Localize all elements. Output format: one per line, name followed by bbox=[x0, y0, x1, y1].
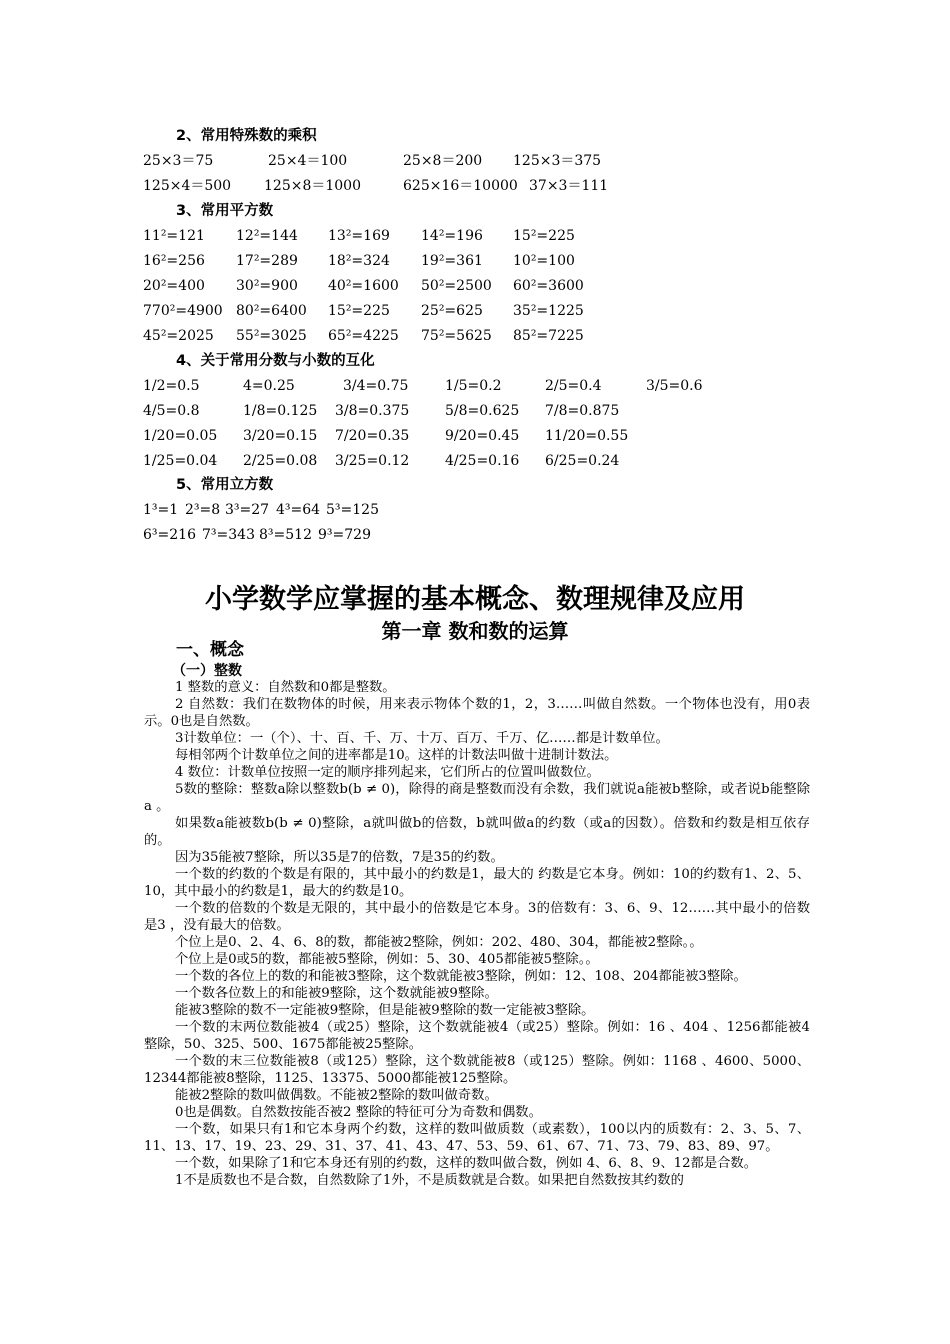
table-cell: 45²=2025 bbox=[143, 328, 214, 344]
table-cell: 1³=1 bbox=[143, 502, 179, 518]
paragraph: 能被2整除的数叫做偶数。不能被2整除的数叫做奇数。 bbox=[175, 1088, 498, 1103]
paragraph: 3计数单位：一（个）、十、百、千、万、十万、百万、千万、亿……都是计数单位。 bbox=[175, 731, 669, 746]
table-cell: 2/5=0.4 bbox=[545, 378, 602, 394]
paragraph: 一个数，如果除了1和它本身还有别的约数，这样的数叫做合数，例如 4、6、8、9、12都是合数。 bbox=[175, 1156, 758, 1171]
paragraph: 1不是质数也不是合数，自然数除了1外，不是质数就是合数。如果把自然数按其约数的 bbox=[175, 1173, 684, 1188]
paragraph: 个位上是0、2、4、6、8的数，都能被2整除，例如：202、480、304，都能被2整除。。 bbox=[175, 935, 703, 950]
paragraph: 一个数各位数上的和能被9整除，这个数就能被9整除。 bbox=[175, 986, 498, 1001]
table-cell: 18²=324 bbox=[328, 253, 390, 269]
table-cell: 7³=343 bbox=[202, 527, 255, 543]
table-cell: 25²=625 bbox=[421, 303, 483, 319]
table-cell: 5/8=0.625 bbox=[445, 403, 520, 419]
table-row bbox=[0, 151, 950, 171]
table-cell: 1/8=0.125 bbox=[243, 403, 318, 419]
table-cell: 40²=1600 bbox=[328, 278, 399, 294]
table-cell: 6/25=0.24 bbox=[545, 453, 620, 469]
paragraph: 5数的整除：整数a除以整数b(b ≠ 0)，除得的商是整数而没有余数，我们就说a能被b整除，或者说b能整除a 。 bbox=[144, 782, 810, 814]
table-cell: 3/8=0.375 bbox=[335, 403, 410, 419]
paragraph: 一个数的各位上的数的和能被3整除，这个数就能被3整除，例如：12、108、204都能被3整除。 bbox=[175, 969, 747, 984]
table-row bbox=[0, 401, 950, 421]
paragraph: 2 自然数：我们在数物体的时候，用来表示物体个数的1，2，3……叫做自然数。一个物体也没有，用0表示。0也是自然数。 bbox=[144, 697, 810, 729]
table-cell: 75²=5625 bbox=[421, 328, 492, 344]
body-text bbox=[144, 679, 810, 1189]
integer-subheading: （一）整数 bbox=[172, 663, 242, 679]
table-cell: 25×3＝75 bbox=[143, 153, 214, 169]
table-cell: 80²=6400 bbox=[236, 303, 307, 319]
table-row bbox=[0, 301, 950, 321]
table-cell: 85²=7225 bbox=[513, 328, 584, 344]
paragraph: 4 数位：计数单位按照一定的顺序排列起来，它们所占的位置叫做数位。 bbox=[175, 765, 600, 780]
table-cell: 125×3＝375 bbox=[513, 153, 602, 169]
table-cell: 125×8＝1000 bbox=[264, 178, 361, 194]
table-cell: 1/2=0.5 bbox=[143, 378, 200, 394]
paragraph: 因为35能被7整除，所以35是7的倍数，7是35的约数。 bbox=[175, 850, 504, 865]
section-heading-cubes: 5、常用立方数 bbox=[176, 477, 274, 493]
table-cell: 3/5=0.6 bbox=[646, 378, 703, 394]
table-row bbox=[0, 525, 950, 545]
table-cell: 1/25=0.04 bbox=[143, 453, 218, 469]
table-cell: 7/8=0.875 bbox=[545, 403, 620, 419]
paragraph: 一个数的倍数的个数是无限的，其中最小的倍数是它本身。3的倍数有：3、6、9、12……其中最小的倍数是3 ，没有最大的倍数。 bbox=[144, 901, 810, 933]
table-cell: 25×4＝100 bbox=[268, 153, 348, 169]
table-cell: 770²=4900 bbox=[143, 303, 223, 319]
table-cell: 19²=361 bbox=[421, 253, 483, 269]
table-cell: 8³=512 bbox=[259, 527, 312, 543]
paragraph: 一个数的末三位数能被8（或125）整除，这个数就能被8（或125）整除。例如：1168 、4600、5000、12344都能被8整除，1125、13375、5000都能被125整除。 bbox=[144, 1054, 810, 1086]
paragraph: 一个数的约数的个数是有限的，其中最小的约数是1，最大的 约数是它本身。例如：10的约数有1、2、5、10，其中最小的约数是1，最大的约数是10。 bbox=[144, 867, 810, 899]
document-title: 小学数学应掌握的基本概念、数理规律及应用 bbox=[205, 584, 745, 615]
table-cell: 5³=125 bbox=[326, 502, 379, 518]
paragraph: 1 整数的意义：自然数和0都是整数。 bbox=[175, 680, 396, 695]
table-cell: 9³=729 bbox=[318, 527, 371, 543]
table-cell: 3/4=0.75 bbox=[343, 378, 409, 394]
table-cell: 50²=2500 bbox=[421, 278, 492, 294]
table-row bbox=[0, 326, 950, 346]
table-cell: 4³=64 bbox=[276, 502, 321, 518]
table-cell: 65²=4225 bbox=[328, 328, 399, 344]
table-cell: 13²=169 bbox=[328, 228, 390, 244]
table-row bbox=[0, 426, 950, 446]
table-cell: 1/5=0.2 bbox=[445, 378, 502, 394]
table-row bbox=[0, 451, 950, 471]
table-cell: 125×4＝500 bbox=[143, 178, 232, 194]
table-cell: 3³=27 bbox=[225, 502, 270, 518]
table-cell: 20²=400 bbox=[143, 278, 205, 294]
table-row bbox=[0, 251, 950, 271]
table-cell: 37×3＝111 bbox=[529, 178, 609, 194]
table-cell: 14²=196 bbox=[421, 228, 483, 244]
chapter-title: 第一章 数和数的运算 bbox=[381, 619, 569, 643]
paragraph: 一个数，如果只有1和它本身两个约数，这样的数叫做质数（或素数），100以内的质数有：2、3、5、7、11、13、17、19、23、29、31、37、41、43、47、53、59、61、67、71、73、79、83、89、97。 bbox=[144, 1122, 810, 1154]
paragraph: 每相邻两个计数单位之间的进率都是10。这样的计数法叫做十进制计数法。 bbox=[175, 748, 618, 763]
table-row bbox=[0, 276, 950, 296]
table-cell: 12²=144 bbox=[236, 228, 298, 244]
paragraph: 一个数的末两位数能被4（或25）整除，这个数就能被4（或25）整除。例如：16 、404 、1256都能被4整除，50、325、500、1675都能被25整除。 bbox=[144, 1020, 810, 1052]
table-cell: 15²=225 bbox=[513, 228, 575, 244]
table-cell: 1/20=0.05 bbox=[143, 428, 218, 444]
table-cell: 30²=900 bbox=[236, 278, 298, 294]
paragraph: 个位上是0或5的数，都能被5整除，例如：5、30、405都能被5整除。。 bbox=[175, 952, 599, 967]
table-cell: 2/25=0.08 bbox=[243, 453, 318, 469]
table-cell: 60²=3600 bbox=[513, 278, 584, 294]
table-cell: 7/20=0.35 bbox=[335, 428, 410, 444]
table-cell: 625×16＝10000 bbox=[403, 178, 518, 194]
table-cell: 6³=216 bbox=[143, 527, 196, 543]
table-cell: 2³=8 bbox=[185, 502, 221, 518]
table-cell: 10²=100 bbox=[513, 253, 575, 269]
paragraph: 0也是偶数。自然数按能否被2 整除的特征可分为奇数和偶数。 bbox=[175, 1105, 542, 1120]
table-row bbox=[0, 176, 950, 196]
table-cell: 11²=121 bbox=[143, 228, 205, 244]
table-cell: 9/20=0.45 bbox=[445, 428, 520, 444]
paragraph: 如果数a能被数b(b ≠ 0)整除，a就叫做b的倍数，b就叫做a的约数（或a的因数）。倍数和约数是相互依存的。 bbox=[144, 816, 810, 848]
table-row bbox=[0, 500, 950, 520]
table-cell: 4/5=0.8 bbox=[143, 403, 200, 419]
paragraph: 能被3整除的数不一定能被9整除，但是能被9整除的数一定能被3整除。 bbox=[175, 1003, 595, 1018]
table-cell: 4/25=0.16 bbox=[445, 453, 520, 469]
table-row bbox=[0, 226, 950, 246]
table-cell: 11/20=0.55 bbox=[545, 428, 629, 444]
table-cell: 3/25=0.12 bbox=[335, 453, 410, 469]
concept-heading: 一、概念 bbox=[176, 640, 244, 660]
table-cell: 55²=3025 bbox=[236, 328, 307, 344]
table-cell: 15²=225 bbox=[328, 303, 390, 319]
section-heading-fractions: 4、关于常用分数与小数的互化 bbox=[176, 353, 375, 369]
table-row bbox=[0, 376, 950, 396]
table-cell: 17²=289 bbox=[236, 253, 298, 269]
table-cell: 3/20=0.15 bbox=[243, 428, 318, 444]
section-heading-squares: 3、常用平方数 bbox=[176, 203, 274, 219]
table-cell: 35²=1225 bbox=[513, 303, 584, 319]
table-cell: 4=0.25 bbox=[243, 378, 295, 394]
table-cell: 16²=256 bbox=[143, 253, 205, 269]
section-heading-products: 2、常用特殊数的乘积 bbox=[176, 128, 317, 144]
table-cell: 25×8＝200 bbox=[403, 153, 483, 169]
